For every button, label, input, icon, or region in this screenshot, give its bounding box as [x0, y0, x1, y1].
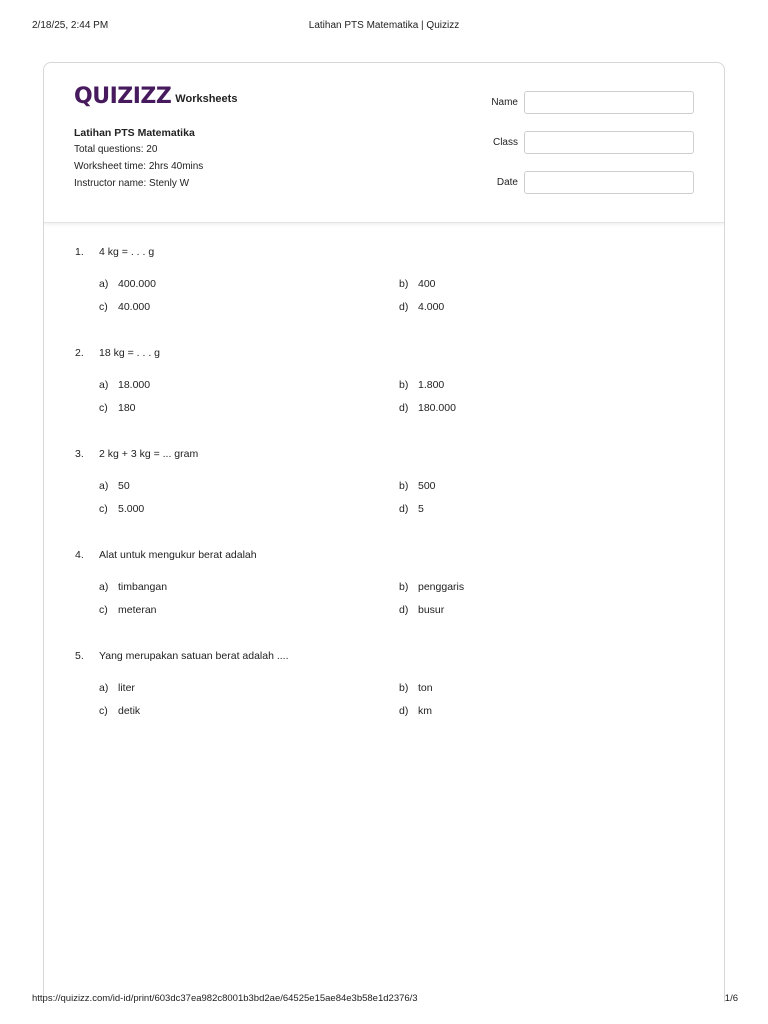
- option-c: [99, 402, 136, 414]
- option-text: 4.000: [418, 301, 445, 313]
- name-field[interactable]: [524, 91, 694, 114]
- logo-subtitle: Worksheets: [175, 93, 238, 105]
- student-form: [474, 91, 704, 211]
- question-item: [44, 448, 724, 549]
- option-b: [399, 379, 444, 391]
- option-b: [399, 480, 436, 492]
- question-list: [44, 246, 724, 751]
- name-row: [474, 91, 704, 131]
- option-c: [99, 705, 140, 717]
- question-number: 3.: [75, 448, 84, 460]
- option-text: detik: [118, 705, 141, 717]
- option-a: [99, 278, 156, 290]
- option-label: d): [399, 503, 409, 515]
- option-text: liter: [118, 682, 135, 694]
- option-b: [399, 278, 436, 290]
- option-c: [99, 604, 157, 616]
- option-c: [99, 503, 144, 515]
- name-label: Name: [491, 97, 518, 108]
- option-text: 180.000: [418, 402, 456, 414]
- option-a: [99, 379, 150, 391]
- question-number: 1.: [75, 246, 84, 258]
- brand: [74, 85, 237, 109]
- option-label: b): [399, 379, 409, 391]
- question-text: Alat untuk mengukur berat adalah: [99, 549, 257, 561]
- option-c: [99, 301, 150, 313]
- class-field[interactable]: [524, 131, 694, 154]
- question-number: 4.: [75, 549, 84, 561]
- quizizz-logo: QUIZIZZ: [74, 84, 172, 109]
- question-number: 2.: [75, 347, 84, 359]
- option-label: c): [99, 402, 108, 414]
- option-text: meteran: [118, 604, 157, 616]
- option-label: b): [399, 480, 409, 492]
- option-label: d): [399, 705, 409, 717]
- option-label: d): [399, 604, 409, 616]
- option-b: [399, 581, 464, 593]
- option-label: a): [99, 379, 109, 391]
- class-label: Class: [492, 137, 518, 148]
- option-text: 500: [418, 480, 436, 492]
- question-text: 18 kg = . . . g: [99, 347, 160, 359]
- option-label: b): [399, 278, 409, 290]
- option-text: 1.800: [418, 379, 445, 391]
- option-d: [399, 604, 444, 616]
- option-text: 5: [418, 503, 424, 515]
- option-label: c): [99, 301, 108, 313]
- option-text: 40.000: [118, 301, 151, 313]
- option-d: [399, 503, 424, 515]
- option-label: c): [99, 604, 108, 616]
- option-text: timbangan: [118, 581, 168, 593]
- question-item: [44, 650, 724, 751]
- question-item: [44, 347, 724, 448]
- date-row: [474, 171, 704, 211]
- option-label: a): [99, 581, 109, 593]
- print-url: https://quizizz.com/id-id/print/603dc37ea982c8001b3bd2ae/64525e15ae84e3b58e1d2376/3: [32, 993, 418, 1004]
- question-item: [44, 246, 724, 347]
- option-label: a): [99, 278, 109, 290]
- option-text: 18.000: [118, 379, 151, 391]
- date-field[interactable]: [524, 171, 694, 194]
- question-number: 5.: [75, 650, 84, 662]
- option-label: a): [99, 682, 109, 694]
- option-text: km: [418, 705, 432, 717]
- question-text: 2 kg + 3 kg = ... gram: [99, 448, 199, 460]
- option-label: a): [99, 480, 109, 492]
- total-questions: Total questions: 20: [74, 144, 158, 155]
- option-a: [99, 480, 130, 492]
- worksheet-header: [44, 63, 724, 223]
- option-label: c): [99, 503, 108, 515]
- print-title: Latihan PTS Matematika | Quizizz: [308, 20, 460, 31]
- instructor-name: Instructor name: Stenly W: [74, 178, 190, 189]
- worksheet-info: [74, 127, 203, 195]
- print-footer: [0, 993, 768, 1007]
- page-number: 1/6: [724, 993, 738, 1004]
- option-label: c): [99, 705, 108, 717]
- option-label: d): [399, 402, 409, 414]
- question-text: 4 kg = . . . g: [99, 246, 155, 258]
- print-header: [0, 20, 768, 34]
- worksheet-time: Worksheet time: 2hrs 40mins: [74, 161, 204, 172]
- option-d: [399, 301, 444, 313]
- option-label: d): [399, 301, 409, 313]
- worksheet: [43, 62, 725, 1002]
- option-text: 5.000: [118, 503, 145, 515]
- option-a: [99, 581, 167, 593]
- option-label: b): [399, 682, 409, 694]
- option-b: [399, 682, 433, 694]
- date-label: Date: [496, 177, 518, 188]
- option-d: [399, 705, 432, 717]
- worksheet-title: Latihan PTS Matematika: [74, 127, 195, 139]
- option-d: [399, 402, 456, 414]
- option-label: b): [399, 581, 409, 593]
- question-text: Yang merupakan satuan berat adalah ....: [99, 650, 289, 662]
- option-text: 400: [418, 278, 436, 290]
- option-text: 400.000: [118, 278, 156, 290]
- option-text: penggaris: [418, 581, 465, 593]
- option-text: 180: [118, 402, 136, 414]
- option-text: ton: [418, 682, 433, 694]
- option-text: busur: [418, 604, 445, 616]
- question-item: [44, 549, 724, 650]
- option-a: [99, 682, 135, 694]
- option-text: 50: [118, 480, 130, 492]
- class-row: [474, 131, 704, 171]
- print-datetime: 2/18/25, 2:44 PM: [32, 20, 109, 31]
